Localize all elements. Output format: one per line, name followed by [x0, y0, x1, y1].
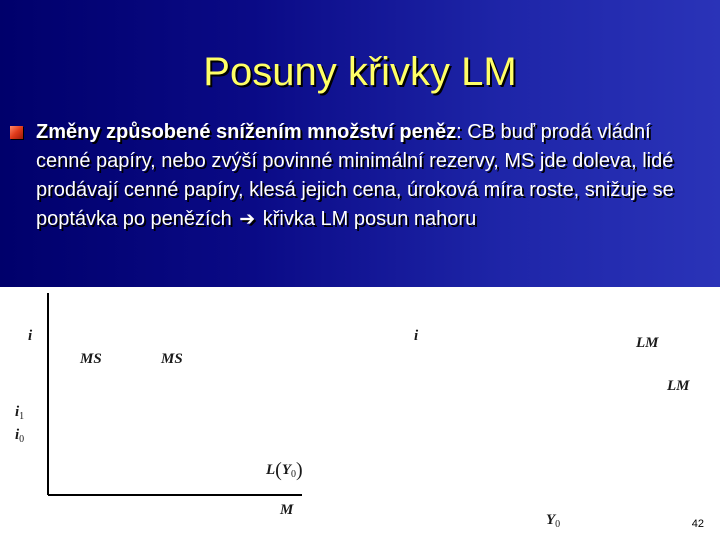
slide-title: Posuny křivky LM: [203, 50, 517, 94]
bullet-conclusion-text: křivka LM posun nahoru: [257, 208, 477, 230]
money-demand-label: $L(Y_0)$: [266, 459, 303, 481]
page-number: 42: [691, 518, 704, 530]
lm-label-shifted: LM: [636, 335, 659, 351]
islm-y-axis-label: i: [414, 328, 419, 344]
right-arrow-icon: ➔: [239, 208, 256, 230]
y0-label: $Y_0$: [546, 512, 561, 530]
ms-label-shifted: MS: [161, 351, 183, 367]
bullet-bold-text: Změny způsobené snížením množství peněz: [36, 121, 457, 143]
money-market-y-axis-label: i: [28, 328, 33, 344]
i1-label: $i_1$: [15, 404, 25, 422]
lm-label-initial: LM: [667, 378, 690, 394]
money-market-x-axis-label: M: [280, 502, 294, 518]
ms-label-initial: MS: [80, 351, 102, 367]
i0-label: $i_0$: [15, 427, 25, 445]
bullet-body-text: : CB buď prodá vládní cenné papíry, nebo zvýší povinné minimální rezervy, MS jde doleva, lidé prodávají cenné papíry, klesá jejich cena, úroková míra roste, snižuje se poptávka po penězích: [36, 121, 674, 230]
